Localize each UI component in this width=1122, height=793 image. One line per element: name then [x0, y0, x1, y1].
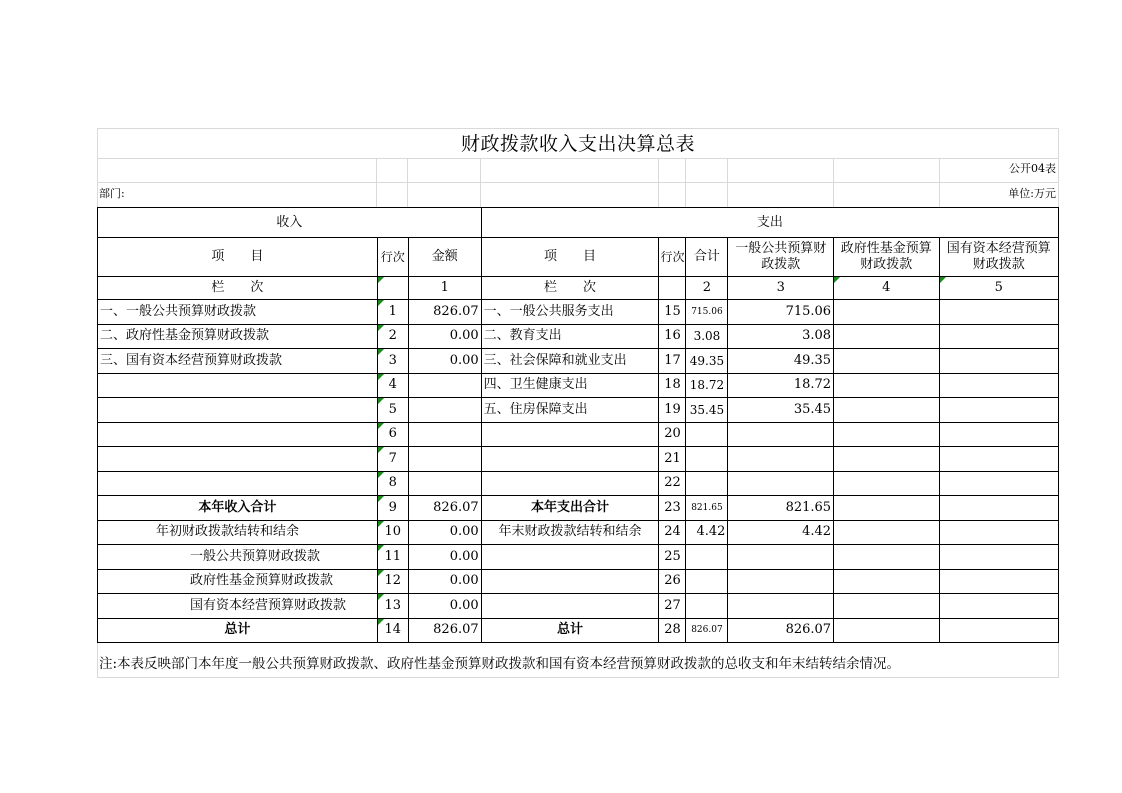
income-item-cell	[98, 373, 378, 398]
expense-total-header: 合计	[686, 238, 728, 277]
unit-label: 单位:万元	[1008, 187, 1056, 200]
general-budget-cell: 4.42	[728, 520, 834, 545]
state-capital-header: 国有资本经营预算财政拨款	[939, 238, 1058, 277]
income-item-cell	[98, 447, 378, 472]
income-item-cell: 政府性基金预算财政拨款	[98, 569, 378, 594]
general-budget-header: 一般公共预算财政拨款	[728, 238, 834, 277]
grid-line	[833, 158, 834, 207]
income-amount-cell	[408, 373, 481, 398]
gov-fund-cell	[834, 349, 939, 374]
expense-total-cell	[686, 594, 728, 619]
expense-item-cell: 三、社会保障和就业支出	[481, 349, 659, 374]
gov-fund-cell	[834, 496, 939, 521]
state-capital-cell	[939, 569, 1058, 594]
state-capital-cell	[939, 300, 1058, 325]
income-amount-cell	[408, 422, 481, 447]
income-line-no-cell: 5	[377, 398, 408, 423]
expense-item-cell: 年末财政拨款结转和结余	[481, 520, 659, 545]
grid-line	[376, 158, 377, 207]
expense-item-cell: 四、卫生健康支出	[481, 373, 659, 398]
expense-line-no-cell: 23	[659, 496, 686, 521]
income-amount-cell: 0.00	[408, 545, 481, 570]
state-capital-cell	[939, 447, 1058, 472]
gov-fund-cell	[834, 545, 939, 570]
income-line-no-cell: 3	[377, 349, 408, 374]
table-row	[98, 422, 1059, 447]
income-line-no-cell: 14	[377, 618, 408, 643]
gov-fund-cell	[834, 373, 939, 398]
general-budget-cell: 49.35	[728, 349, 834, 374]
income-item-cell: 二、政府性基金预算财政拨款	[98, 324, 378, 349]
income-amount-cell: 826.07	[408, 618, 481, 643]
income-amount-cell: 0.00	[408, 324, 481, 349]
state-capital-cell	[939, 349, 1058, 374]
gov-fund-cell	[834, 422, 939, 447]
gov-fund-cell	[834, 594, 939, 619]
general-budget-cell	[728, 422, 834, 447]
income-item-cell	[98, 471, 378, 496]
expense-item-cell: 本年支出合计	[481, 496, 659, 521]
expense-total-cell: 826.07	[686, 618, 728, 643]
state-capital-cell	[939, 594, 1058, 619]
grid-line	[658, 158, 659, 207]
expense-line-no-cell: 15	[659, 300, 686, 325]
general-budget-cell	[728, 545, 834, 570]
expense-total-cell	[686, 569, 728, 594]
table-row	[98, 300, 1059, 325]
income-item-cell	[98, 398, 378, 423]
income-amount-cell: 0.00	[408, 520, 481, 545]
table-row	[98, 398, 1059, 423]
table-row	[98, 324, 1059, 349]
general-budget-cell	[728, 594, 834, 619]
income-amount-cell: 0.00	[408, 569, 481, 594]
general-budget-cell: 715.06	[728, 300, 834, 325]
income-amount-cell	[408, 398, 481, 423]
column-index: 1	[408, 277, 481, 300]
general-budget-cell: 35.45	[728, 398, 834, 423]
expense-header: 支出	[481, 208, 1058, 238]
income-line-no-cell: 8	[377, 471, 408, 496]
income-item-cell	[98, 422, 378, 447]
expense-line-no-cell: 25	[659, 545, 686, 570]
state-capital-cell	[939, 520, 1058, 545]
income-item-cell: 总计	[98, 618, 378, 643]
expense-item-cell	[481, 422, 659, 447]
gov-fund-cell	[834, 398, 939, 423]
expense-item-cell	[481, 569, 659, 594]
grid-line	[480, 158, 481, 207]
expense-total-cell	[686, 447, 728, 472]
expense-line-no-cell: 27	[659, 594, 686, 619]
expense-total-cell: 715.06	[686, 300, 728, 325]
expense-item-cell	[481, 545, 659, 570]
expense-line-no-cell: 22	[659, 471, 686, 496]
expense-line-no-header: 行次	[659, 238, 686, 277]
expense-total-cell: 4.42	[686, 520, 728, 545]
grid-line	[685, 158, 686, 207]
expense-item-header: 项 目	[481, 238, 659, 277]
expense-total-cell: 821.65	[686, 496, 728, 521]
gov-fund-cell	[834, 520, 939, 545]
table-row	[98, 471, 1059, 496]
income-line-no-cell: 13	[377, 594, 408, 619]
expense-total-cell: 3.08	[686, 324, 728, 349]
column-index: 3	[728, 277, 834, 300]
grid-line	[939, 158, 940, 207]
column-index: 2	[686, 277, 728, 300]
income-line-no-cell: 4	[377, 373, 408, 398]
expense-line-no-cell: 20	[659, 422, 686, 447]
general-budget-cell: 821.65	[728, 496, 834, 521]
gov-fund-cell	[834, 300, 939, 325]
gov-fund-header: 政府性基金预算财政拨款	[834, 238, 939, 277]
state-capital-cell	[939, 373, 1058, 398]
expense-line-no-cell: 18	[659, 373, 686, 398]
expense-total-cell: 18.72	[686, 373, 728, 398]
general-budget-cell: 3.08	[728, 324, 834, 349]
general-budget-cell	[728, 447, 834, 472]
income-line-no-cell: 2	[377, 324, 408, 349]
expense-item-cell: 一、一般公共服务支出	[481, 300, 659, 325]
income-line-no-cell: 11	[377, 545, 408, 570]
table-row	[98, 447, 1059, 472]
report-sheet	[97, 128, 1059, 678]
gov-fund-cell	[834, 447, 939, 472]
grid-line	[97, 182, 1059, 183]
expense-item-cell	[481, 594, 659, 619]
income-amount-cell: 826.07	[408, 300, 481, 325]
table-row	[98, 569, 1059, 594]
expense-total-cell	[686, 422, 728, 447]
form-number: 公开04表	[1009, 162, 1056, 175]
income-item-cell: 国有资本经营预算财政拨款	[98, 594, 378, 619]
income-header: 收入	[98, 208, 482, 238]
expense-total-cell: 49.35	[686, 349, 728, 374]
income-line-no-cell: 9	[377, 496, 408, 521]
table-row	[98, 594, 1059, 619]
expense-total-cell	[686, 545, 728, 570]
expense-item-cell	[481, 471, 659, 496]
column-index: 4	[834, 277, 939, 300]
gov-fund-cell	[834, 324, 939, 349]
expense-line-no-cell: 21	[659, 447, 686, 472]
state-capital-cell	[939, 545, 1058, 570]
expense-line-no-cell: 16	[659, 324, 686, 349]
income-amount-header: 金额	[408, 238, 481, 277]
income-amount-cell: 826.07	[408, 496, 481, 521]
footnote: 注:本表反映部门本年度一般公共预算财政拨款、政府性基金预算财政拨款和国有资本经营预算财政拨款的总收支和年末结转结余情况。	[99, 656, 901, 672]
gov-fund-cell	[834, 471, 939, 496]
column-label: 栏 次	[98, 277, 378, 300]
income-amount-cell: 0.00	[408, 594, 481, 619]
expense-item-cell: 五、住房保障支出	[481, 398, 659, 423]
income-line-no-cell: 10	[377, 520, 408, 545]
state-capital-cell	[939, 496, 1058, 521]
grid-line	[407, 158, 408, 207]
table-row	[98, 373, 1059, 398]
grid-line	[727, 158, 728, 207]
table-row	[98, 349, 1059, 374]
column-index	[659, 277, 686, 300]
state-capital-cell	[939, 398, 1058, 423]
income-line-no-cell: 7	[377, 447, 408, 472]
grid-line	[97, 158, 1059, 159]
income-item-cell: 三、国有资本经营预算财政拨款	[98, 349, 378, 374]
expense-item-cell: 总计	[481, 618, 659, 643]
expense-line-no-cell: 26	[659, 569, 686, 594]
income-item-cell: 一般公共预算财政拨款	[98, 545, 378, 570]
state-capital-cell	[939, 422, 1058, 447]
income-item-cell: 本年收入合计	[98, 496, 378, 521]
table-row	[98, 545, 1059, 570]
general-budget-cell: 826.07	[728, 618, 834, 643]
income-line-no-cell: 6	[377, 422, 408, 447]
expense-total-cell: 35.45	[686, 398, 728, 423]
gov-fund-cell	[834, 569, 939, 594]
report-title: 财政拨款收入支出决算总表	[460, 133, 695, 155]
expense-item-cell: 二、教育支出	[481, 324, 659, 349]
state-capital-cell	[939, 471, 1058, 496]
expense-line-no-cell: 19	[659, 398, 686, 423]
table-row	[98, 496, 1059, 521]
income-amount-cell: 0.00	[408, 349, 481, 374]
column-label: 栏 次	[481, 277, 659, 300]
general-budget-cell	[728, 569, 834, 594]
income-amount-cell	[408, 471, 481, 496]
column-index: 5	[939, 277, 1058, 300]
income-item-header: 项 目	[98, 238, 378, 277]
income-item-cell: 年初财政拨款结转和结余	[98, 520, 378, 545]
table-row	[98, 520, 1059, 545]
expense-item-cell	[481, 447, 659, 472]
gov-fund-cell	[834, 618, 939, 643]
income-item-cell: 一、一般公共预算财政拨款	[98, 300, 378, 325]
income-amount-cell	[408, 447, 481, 472]
income-line-no-header: 行次	[377, 238, 408, 277]
department-label: 部门:	[99, 187, 125, 200]
income-line-no-cell: 12	[377, 569, 408, 594]
expense-line-no-cell: 17	[659, 349, 686, 374]
expense-total-cell	[686, 471, 728, 496]
state-capital-cell	[939, 618, 1058, 643]
table-row	[98, 618, 1059, 643]
expense-line-no-cell: 28	[659, 618, 686, 643]
state-capital-cell	[939, 324, 1058, 349]
income-line-no-cell: 1	[377, 300, 408, 325]
column-index	[377, 277, 408, 300]
budget-table	[97, 207, 1059, 643]
expense-line-no-cell: 24	[659, 520, 686, 545]
general-budget-cell	[728, 471, 834, 496]
general-budget-cell: 18.72	[728, 373, 834, 398]
